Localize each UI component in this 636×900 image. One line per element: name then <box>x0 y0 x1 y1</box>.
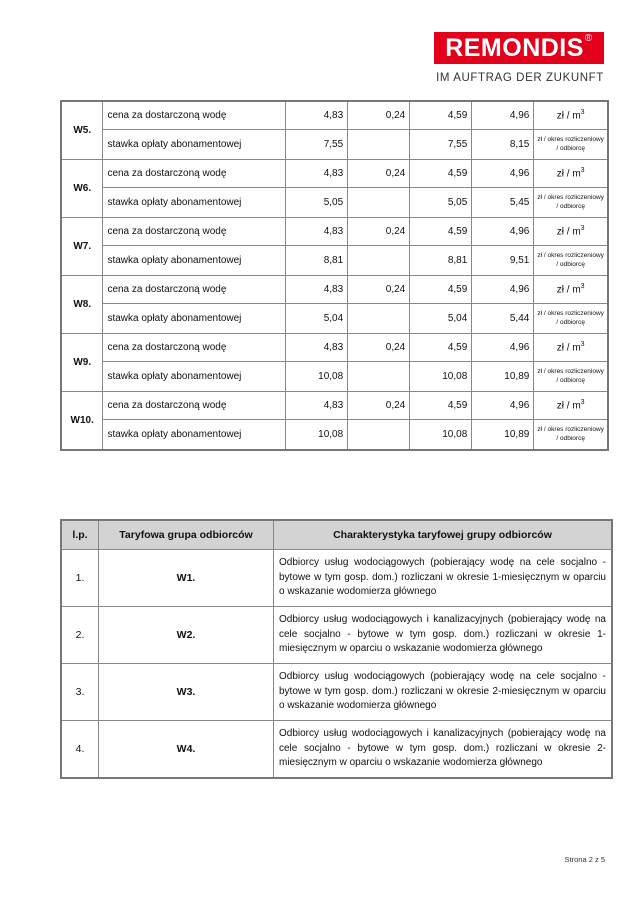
rate-value: 8,81 <box>286 246 348 276</box>
rate-value: 4,83 <box>286 276 348 304</box>
rate-description: stawka opłaty abonamentowej <box>103 304 286 334</box>
group-code: W10. <box>61 392 103 451</box>
header-characteristic: Charakterystyka taryfowej grupy odbiorców <box>274 520 613 550</box>
group-name: W3. <box>99 664 274 721</box>
rate-value: 0,24 <box>348 392 410 420</box>
rate-value: 4,96 <box>472 392 534 420</box>
rate-value: 4,96 <box>472 276 534 304</box>
unit: zł / $m^3$ <box>534 392 608 420</box>
unit: zł / $m^3$ <box>534 218 608 246</box>
rate-value: 8,15 <box>472 130 534 160</box>
unit: zł / okres rozliczeniowy / odbiorcę <box>534 188 608 218</box>
unit: zł / $m^3$ <box>534 334 608 362</box>
unit: zł / $m^3$ <box>534 276 608 304</box>
rate-description: cena za dostarczoną wodę <box>103 276 286 304</box>
group-code: W9. <box>61 334 103 392</box>
row-number: 3. <box>61 664 99 721</box>
rate-value <box>348 304 410 334</box>
group-code: W6. <box>61 160 103 218</box>
rate-description: stawka opłaty abonamentowej <box>103 246 286 276</box>
rate-value <box>348 246 410 276</box>
rate-value <box>348 420 410 451</box>
rate-value: 10,08 <box>410 420 472 451</box>
remondis-logo: REMONDIS® <box>434 32 604 64</box>
rate-description: cena za dostarczoną wodę <box>103 218 286 246</box>
rate-description: stawka opłaty abonamentowej <box>103 130 286 160</box>
header-lp: l.p. <box>61 520 99 550</box>
rate-value: 0,24 <box>348 334 410 362</box>
tariff-row <box>61 218 608 246</box>
tariff-row <box>61 304 608 334</box>
group-row <box>61 550 612 607</box>
rate-value: 10,89 <box>472 362 534 392</box>
rate-value: 4,83 <box>286 392 348 420</box>
row-number: 2. <box>61 607 99 664</box>
rate-description: cena za dostarczoną wodę <box>103 392 286 420</box>
tariff-row <box>61 420 608 451</box>
rate-value: 4,59 <box>410 276 472 304</box>
unit: zł / okres rozliczeniowy / odbiorcę <box>534 362 608 392</box>
group-code: W5. <box>61 101 103 160</box>
rate-value: 4,59 <box>410 160 472 188</box>
tariff-row <box>61 392 608 420</box>
rate-value: 4,96 <box>472 334 534 362</box>
rate-value: 4,59 <box>410 101 472 130</box>
rate-value: 5,05 <box>410 188 472 218</box>
rate-value: 4,83 <box>286 160 348 188</box>
group-characteristic: Odbiorcy usług wodociągowych (pobierający wodę na cele socjalno - bytowe w tym gosp. dom.) rozliczani w okresie 2-miesięcznym w oparciu o wskazanie wodomierza głównego <box>274 664 613 721</box>
rate-description: cena za dostarczoną wodę <box>103 160 286 188</box>
tariff-row <box>61 130 608 160</box>
row-number: 4. <box>61 721 99 779</box>
group-row <box>61 607 612 664</box>
group-name: W2. <box>99 607 274 664</box>
rate-value: 5,44 <box>472 304 534 334</box>
customer-groups-table <box>60 519 613 779</box>
tariff-row <box>61 362 608 392</box>
rate-value: 4,83 <box>286 101 348 130</box>
rate-value: 4,83 <box>286 218 348 246</box>
group-code: W8. <box>61 276 103 334</box>
unit: zł / $m^3$ <box>534 101 608 130</box>
tariff-table <box>60 100 609 451</box>
group-characteristic: Odbiorcy usług wodociągowych i kanalizacyjnych (pobierający wodę na cele socjalno - bytowe w tym gosp. dom.) rozliczani w okresie 1-miesięcznym w oparciu o wskazanie wodomierza głównego <box>274 607 613 664</box>
tariff-row <box>61 160 608 188</box>
rate-value <box>348 188 410 218</box>
rate-value: 4,59 <box>410 334 472 362</box>
rate-value: 4,96 <box>472 101 534 130</box>
unit: zł / okres rozliczeniowy / odbiorcę <box>534 420 608 451</box>
rate-description: stawka opłaty abonamentowej <box>103 362 286 392</box>
rate-value: 10,08 <box>286 420 348 451</box>
groups-header-row <box>61 520 612 550</box>
rate-value: 0,24 <box>348 218 410 246</box>
company-slogan: IM AUFTRAG DER ZUKUNFT <box>436 72 604 84</box>
rate-value: 4,83 <box>286 334 348 362</box>
group-characteristic: Odbiorcy usług wodociągowych (pobierający wodę na cele socjalno - bytowe w tym gosp. dom.) rozliczani w okresie 1-miesięcznym w oparciu o wskazanie wodomierza głównego <box>274 550 613 607</box>
tariff-row <box>61 334 608 362</box>
rate-value: 8,81 <box>410 246 472 276</box>
header-group: Taryfowa grupa odbiorców <box>99 520 274 550</box>
unit: zł / okres rozliczeniowy / odbiorcę <box>534 246 608 276</box>
unit: zł / okres rozliczeniowy / odbiorcę <box>534 304 608 334</box>
group-characteristic: Odbiorcy usług wodociągowych i kanalizacyjnych (pobierający wodę na cele socjalno - bytowe w tym gosp. dom.) rozliczani w okresie 2-miesięcznym w oparciu o wskazanie wodomierza głównego <box>274 721 613 779</box>
page-number: Strona 2 z 5 <box>564 855 605 864</box>
rate-value: 7,55 <box>286 130 348 160</box>
unit: zł / okres rozliczeniowy / odbiorcę <box>534 130 608 160</box>
group-row <box>61 721 612 779</box>
rate-value: 4,96 <box>472 218 534 246</box>
tariff-row <box>61 246 608 276</box>
rate-value: 10,89 <box>472 420 534 451</box>
unit: zł / $m^3$ <box>534 160 608 188</box>
rate-value: 4,96 <box>472 160 534 188</box>
rate-description: stawka opłaty abonamentowej <box>103 188 286 218</box>
tariff-row <box>61 101 608 130</box>
rate-value <box>348 130 410 160</box>
group-name: W1. <box>99 550 274 607</box>
rate-value: 0,24 <box>348 276 410 304</box>
rate-value: 0,24 <box>348 160 410 188</box>
rate-value: 5,05 <box>286 188 348 218</box>
tariff-row <box>61 188 608 218</box>
rate-value: 9,51 <box>472 246 534 276</box>
rate-value: 10,08 <box>286 362 348 392</box>
group-code: W7. <box>61 218 103 276</box>
rate-value: 7,55 <box>410 130 472 160</box>
rate-description: cena za dostarczoną wodę <box>103 334 286 362</box>
rate-description: stawka opłaty abonamentowej <box>103 420 286 451</box>
rate-value: 10,08 <box>410 362 472 392</box>
rate-value: 5,04 <box>410 304 472 334</box>
rate-value <box>348 362 410 392</box>
tariff-row <box>61 276 608 304</box>
row-number: 1. <box>61 550 99 607</box>
rate-description: cena za dostarczoną wodę <box>103 101 286 130</box>
rate-value: 5,04 <box>286 304 348 334</box>
rate-value: 4,59 <box>410 218 472 246</box>
group-row <box>61 664 612 721</box>
group-name: W4. <box>99 721 274 779</box>
rate-value: 4,59 <box>410 392 472 420</box>
rate-value: 5,45 <box>472 188 534 218</box>
rate-value: 0,24 <box>348 101 410 130</box>
